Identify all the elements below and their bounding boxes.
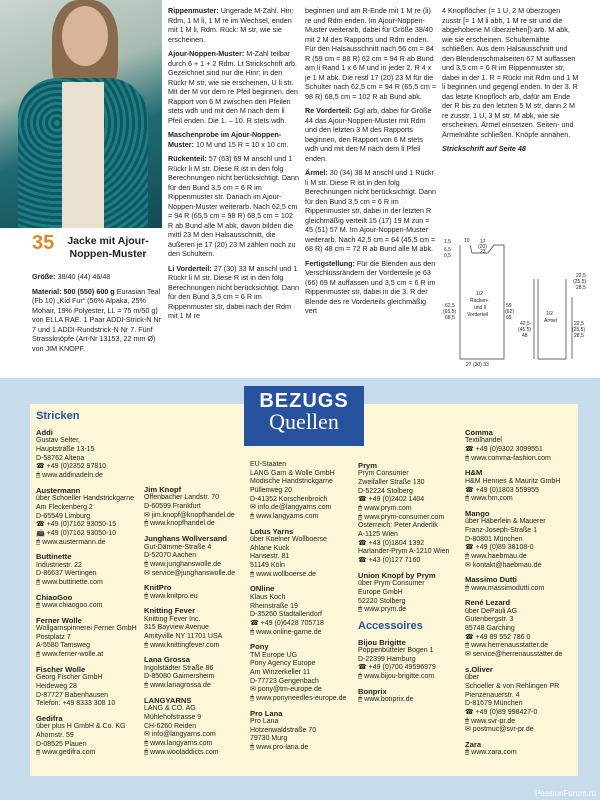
supplier-line: 85748 Garching bbox=[465, 625, 515, 633]
paragraph bbox=[305, 106, 437, 163]
supplier-name: Knitting Fever bbox=[144, 606, 196, 616]
supplier-entry bbox=[250, 642, 360, 703]
supplier-line: ☎ +49 (0)89 998427-0 bbox=[465, 708, 538, 716]
paragraph bbox=[442, 6, 580, 139]
supplier-link[interactable]: 🖱 www.ferner-wolle.at bbox=[36, 651, 104, 659]
supplier-line: ☎ +49 (0)1803 559955 bbox=[465, 486, 539, 494]
supplier-line: 📠 +49 (0)7162 93050-10 bbox=[36, 529, 117, 537]
supplier-link[interactable]: ✉ jim.knopf@knopfhandel.de bbox=[144, 511, 235, 519]
paragraph-label: Rückenteil: bbox=[168, 154, 207, 163]
supplier-link[interactable]: 🖱 www.austermann.de bbox=[36, 538, 106, 546]
supplier-line: D-52070 Aachen bbox=[144, 552, 197, 560]
supplier-link[interactable]: 🖱 www.langyarns.com bbox=[144, 739, 213, 747]
supplier-line: Mühlehofstrasse 9 bbox=[144, 713, 202, 721]
paragraph bbox=[32, 287, 164, 354]
supplier-entry bbox=[250, 584, 360, 637]
supplier-entry bbox=[144, 485, 256, 529]
body-mid-3: 65 bbox=[506, 315, 512, 321]
supplier-line: Amityville NY 11701 USA bbox=[144, 633, 223, 641]
supplier-name: H&M bbox=[465, 468, 483, 478]
supplier-link[interactable]: ✉ postmuc@svr-pr.de bbox=[465, 726, 534, 734]
paragraph bbox=[305, 259, 437, 316]
supplier-line: EU-Staaten bbox=[250, 461, 287, 468]
supplier-entry bbox=[465, 509, 577, 570]
body-left-1: 62,5 bbox=[445, 303, 455, 309]
paragraph bbox=[32, 272, 164, 282]
supplier-line: über Prym Consumer bbox=[358, 580, 425, 588]
supplier-line: ☎ +49 (0)7162 93050-15 bbox=[36, 521, 117, 529]
supplier-name: Jim Knopf bbox=[144, 485, 182, 494]
supplier-column-1 bbox=[36, 428, 146, 763]
supplier-line: über Häberlein & Mauerer bbox=[465, 518, 546, 526]
supplier-link[interactable]: 🖱 www.buttinette.com bbox=[36, 578, 103, 586]
supplier-line: CH-6260 Reiden bbox=[144, 722, 197, 730]
supplier-name: Lana Grossa bbox=[144, 655, 191, 665]
supplier-column-3 bbox=[250, 461, 360, 758]
supplier-line: ☎ +43 (0)127 7160 bbox=[358, 557, 421, 565]
logo-line-1: BEZUGS bbox=[259, 390, 349, 412]
paragraph-text: 38/40 (44) 46/48 bbox=[55, 272, 111, 281]
supplier-line: LANG Garn & Wolle GmbH bbox=[250, 469, 335, 477]
supplier-line: 79730 Murg bbox=[250, 735, 288, 743]
supplier-line: Ingolstädter Straße 86 bbox=[144, 664, 214, 672]
supplier-link[interactable]: ✉ pony@tm-europe.de bbox=[250, 686, 322, 694]
supplier-link[interactable]: 🖱 www.knittingfever.com bbox=[144, 641, 220, 649]
paragraph bbox=[168, 154, 300, 259]
supplier-link[interactable]: 🖱 www.bonprix.de bbox=[358, 696, 414, 704]
pattern-title: Jacke mit Ajour-Noppen-Muster bbox=[67, 235, 149, 261]
supplier-entry bbox=[250, 709, 360, 753]
supplier-link[interactable]: 🖱 www.knopfhandel.de bbox=[144, 520, 215, 528]
supplier-line: ☎ +49 (0)6428 705718 bbox=[250, 619, 324, 627]
supplier-line: Wollgarnspinnerei Ferner GmbH bbox=[36, 625, 137, 633]
supplier-link[interactable]: 🖱 www.gedifra.com bbox=[36, 749, 96, 757]
supplier-line: Modische Handstrickgarne bbox=[250, 478, 333, 486]
supplier-link[interactable]: 🖱 www.prym.de bbox=[358, 606, 407, 614]
supplier-entry bbox=[36, 714, 146, 758]
supplier-entry bbox=[250, 527, 360, 580]
paragraph-text: M-Zahl teilbar durch 6 + 1 + 2 Rdm. Lt Strickschrift arb. Gezeichnet sind nur die Hinr; in den Rückr M str, wie sie erscheinen, U li str. Mit der M vor dem re Pfeil beginnen, den Rapport von 6 M zwischen den Pfeilen stets wdh und mit den M nach dem li Pfeil enden. Die 1. – 10. R stets wdh. bbox=[168, 49, 298, 125]
supplier-column-2 bbox=[144, 485, 256, 762]
supplier-link[interactable]: 🖱 www.online-garne.de bbox=[250, 628, 322, 636]
supplier-entry bbox=[144, 606, 256, 650]
supplier-line: D-87727 Babenhausen bbox=[36, 691, 109, 699]
top-10: 10 bbox=[464, 238, 470, 244]
paragraph-label: Ajour-Noppen-Muster: bbox=[168, 49, 245, 58]
supplier-link[interactable]: ✉ service@junghanswolle.de bbox=[144, 569, 236, 577]
supplier-line: Schoeller & von Rehlingen PR bbox=[465, 682, 560, 690]
paragraph bbox=[168, 264, 300, 321]
paragraph-label: Maschenprobe im Ajour-Noppen-Muster: bbox=[168, 130, 282, 149]
pattern-section bbox=[0, 0, 600, 372]
supplier-line: D-58762 Altena bbox=[36, 454, 85, 462]
supplier-line: über Schoeller Handstrickgarne bbox=[36, 495, 135, 503]
supplier-line: Österreich: Peter Anderlik bbox=[358, 522, 438, 530]
logo-line-2: Quellen bbox=[269, 409, 339, 434]
supplier-line: Industriestr. 22 bbox=[36, 561, 82, 569]
supplier-line: Harlander-Prym A-1210 Wien bbox=[358, 548, 450, 556]
supplier-entry bbox=[465, 468, 577, 503]
supplier-link[interactable]: 🖱 www.wollboerse.de bbox=[250, 570, 317, 578]
supplier-line: Am Fleckenberg 2 bbox=[36, 503, 93, 511]
supplier-entry bbox=[358, 638, 470, 682]
supplier-line: Hotzenwaldstraße 70 bbox=[250, 726, 317, 734]
supplier-line: D-41352 Korschenbroich bbox=[250, 495, 328, 503]
supplier-line: Pony Agency Europe bbox=[250, 660, 316, 668]
paragraph-text: 4 Knopflöcher (= 1 U, 2 M überzogen zusstr [= 1 M li abh, 1 M re str und die abgehobene M überziehen]) arb. M abk, wie sie erscheinen. Schulternähte schließen. Aus dem Halsausschnitt und den Blendenschmalseiten 67 M auffassen und 3,5 cm = 6 R im Rippenmuster str, dabei in der 1. R = Rückr mit Rdm und 1 M li beginnen und gegengl enden. In der 3. R das letzte Knopfloch arb, dafür am Ende der R bis zu den letzten 5 M str, dann 2 M re zusstr, 1 U, 3 M str. M abk, wie sie erscheinen. Ärmel einsetzen. Seiten- und Ärmelnähte schließen. Knöpfe annähen. bbox=[442, 6, 579, 139]
supplier-entry bbox=[358, 687, 470, 705]
supplier-name: Lotus Yarns bbox=[250, 526, 294, 536]
supplier-line: ☎ +49 (0)9302 3099551 bbox=[465, 446, 543, 454]
supplier-name: KnitPro bbox=[144, 583, 172, 593]
paragraph-text: Eurasian Teal (Fb 10) „Kid Fur“ (56% Alpaka, 25% Mohair, 19% Polyester, LL = 75 m/50 g) von ELLA RAE. 1 Paar ADDI-Strick-N Nr 7 und 1 ADDI-Rundstrick-N Nr 7. Fünf Strassknöpfe (Art-Nr 13153, 22 mm Ø) von JIM KNOPF. bbox=[32, 286, 162, 353]
supplier-line: ☎ +43 (0)1804 1392 bbox=[358, 539, 425, 547]
supplier-name: Bijou Brigitte bbox=[358, 637, 406, 647]
paragraph-label: Größe: bbox=[32, 272, 56, 281]
supplier-link[interactable]: 🖱 www.addinadeln.de bbox=[36, 472, 103, 480]
supplier-entry bbox=[36, 552, 146, 587]
supplier-line: 52220 Stolberg bbox=[358, 597, 406, 605]
supplier-line: Ahornstr. 59 bbox=[36, 731, 74, 739]
sleeve-left-2: (45,5) bbox=[518, 327, 532, 333]
top-15: 1,5 bbox=[444, 239, 451, 245]
supplier-entry bbox=[465, 665, 577, 735]
body-left-3: 68,5 bbox=[445, 315, 455, 321]
supplier-link[interactable]: 🖱 www.comma-fashion.com bbox=[465, 454, 551, 462]
supplier-name: ONline bbox=[250, 584, 275, 594]
supplier-line: D-65549 Limburg bbox=[36, 512, 91, 520]
top-20: (20) bbox=[478, 244, 487, 250]
supplier-link[interactable]: 🖱 www.chiaogoo.com bbox=[36, 602, 103, 610]
supplier-entry bbox=[465, 575, 577, 593]
supplier-name: Ferner Wolle bbox=[36, 615, 82, 625]
supplier-entry bbox=[144, 696, 256, 757]
supplier-name: Zara bbox=[465, 739, 482, 749]
paragraph bbox=[305, 6, 437, 101]
supplier-line: über plus H GmbH & Co. KG bbox=[36, 723, 126, 731]
supplier-line: LANG & CO. AG bbox=[144, 705, 196, 713]
paragraph-text: Ggl arb, dabei für Größe 44 das Ajour-Noppen-Muster mit Rdm und den letzten 3 M des Rapports beginnen, den Rapport von 6 M stets wdh und mit den M nach dem li Pfeil enden. bbox=[305, 106, 432, 163]
supplier-name: Mango bbox=[465, 508, 490, 518]
paragraph-text: beginnen und am R-Ende mit 1 M re (li) re und Rdm enden. Im Ajour-Noppen-Muster weiterarb, dabei für Größe 38/40 mit 2 M des Rapports und Rdm enden. Für den Halsausschnitt nach 56 cm = 84 R (59 cm = 88 R) 62 cm = 94 R ab Bund am li Rand 1 x 6 M und in jeder 2. R 4 x je 1 M abk. Die restl 17 (20) 23 M für die Schulter nach 62,5 cm = 94 R (65,5 cm = 98 R) 68,5 cm = 102 R ab Bund abk. bbox=[305, 6, 437, 101]
supplier-line: Postplatz 7 bbox=[36, 633, 71, 641]
text-column-1 bbox=[32, 272, 164, 358]
paragraph-text: Ungerade M-Zahl. Hin: Rdm, 1 M li, 1 M re im Wechsel, enden mit 1 M li, Rdm. Rück: M str, wie sie erscheinen. bbox=[168, 6, 294, 44]
supplier-line: D-80801 München bbox=[465, 535, 523, 543]
supplier-line: ☎ +49 (0)89 38108-0 bbox=[465, 544, 534, 552]
supplier-link[interactable]: 🖱 www.pro-lana.de bbox=[250, 744, 309, 752]
supplier-name: Junghans Wollversand bbox=[144, 534, 227, 544]
supplier-line: D-52224 Stolberg bbox=[358, 487, 413, 495]
supplier-name: ChiaoGoo bbox=[36, 592, 73, 602]
supplier-link[interactable]: ✉ kontakt@haebmau.de bbox=[465, 561, 542, 569]
supplier-link[interactable]: 🖱 www.lanagrossa.de bbox=[144, 682, 211, 690]
supplier-line: Offenbacher Landstr. 70 bbox=[144, 494, 219, 502]
section-title-accessoires: Accessoires bbox=[358, 619, 423, 632]
text-column-4 bbox=[442, 6, 580, 159]
supplier-entry bbox=[250, 461, 360, 522]
supplier-entry bbox=[465, 598, 577, 659]
supplier-line: A-5580 Tamsweg bbox=[36, 642, 90, 650]
text-column-3 bbox=[305, 6, 437, 321]
supplier-line: ☎ +49 89 552 786 0 bbox=[465, 633, 531, 641]
supplier-entry bbox=[144, 655, 256, 690]
supplier-line: D-60599 Frankfurt bbox=[144, 503, 201, 511]
paragraph bbox=[305, 168, 437, 254]
body-label-1: 1/2 bbox=[476, 291, 483, 297]
supplier-line: über Koelner Wollboerse bbox=[250, 536, 327, 544]
supplier-line: Poppenbütteler Bogen 1 bbox=[358, 646, 434, 654]
supplier-line: ☎ +49 (0)2402 1404 bbox=[358, 496, 425, 504]
supplier-line: H&M Hennes & Mauritz GmbH bbox=[465, 477, 561, 485]
supplier-entry bbox=[36, 616, 146, 660]
supplier-name: LANGYARNS bbox=[144, 695, 192, 705]
supplier-line: Püllenweg 20 bbox=[250, 487, 293, 495]
photo-face bbox=[62, 6, 108, 66]
supplier-line: Telefon: +49 8333 308 10 bbox=[36, 700, 116, 708]
supplier-link[interactable]: 🖱 www.prym.com bbox=[358, 505, 412, 513]
supplier-entry bbox=[36, 486, 146, 547]
supplier-link[interactable]: 🖱 www.svr-pr.de bbox=[465, 717, 516, 725]
supplier-line: 51149 Köln bbox=[250, 562, 285, 570]
sleeve-bot-2: (25,5) bbox=[572, 327, 586, 333]
supplier-entry bbox=[36, 428, 146, 481]
supplier-line: Prym Consumer bbox=[358, 470, 409, 478]
supplier-line: TM Europe UG bbox=[250, 651, 298, 659]
supplier-entry bbox=[36, 593, 146, 611]
supplier-link[interactable]: 🖱 www.herrenausstatter.de bbox=[465, 642, 549, 650]
supplier-name: Pony bbox=[250, 642, 269, 652]
supplier-name: Austermann bbox=[36, 485, 81, 495]
model-photo bbox=[0, 0, 162, 228]
supplier-name: Addi bbox=[36, 428, 53, 437]
body-mid-2: (62) bbox=[505, 309, 514, 315]
supplier-name: Pro Lana bbox=[250, 708, 283, 718]
paragraph-text: 10 M und 15 R = 10 x 10 cm. bbox=[193, 139, 289, 149]
schematic-diagram bbox=[442, 237, 592, 367]
supplier-line: Knitting Fever Inc. bbox=[144, 615, 201, 623]
sleeve-label-2: Ärmel bbox=[544, 318, 558, 324]
pattern-number: 35 bbox=[32, 232, 55, 254]
supplier-entry bbox=[358, 571, 470, 615]
sleeve-bot-1: 22,5 bbox=[574, 321, 584, 327]
supplier-line: A-1125 Wien bbox=[358, 531, 398, 539]
supplier-line: D-85080 Gaimersheim bbox=[144, 673, 215, 681]
supplier-link[interactable]: 🖱 www.ponyneedles-europe.de bbox=[250, 695, 347, 702]
sleeve-left-3: 48 bbox=[522, 333, 528, 339]
supplier-link[interactable]: ✉ info@langyarns.com bbox=[144, 731, 216, 739]
paragraph-text: Für die Blenden aus den Verschlussrändern der Vorderteile je 63 (66) 69 M auffassen und 3,5 cm = 6 R im Rippenmuster str, dabei in die 3. R der Blende des re Vorderteils gleichmäßig vert bbox=[305, 258, 436, 315]
supplier-line: Gustav Selter, bbox=[36, 437, 80, 445]
supplier-line: Ahlane Kuck bbox=[250, 544, 290, 552]
supplier-link[interactable]: 🖱 www.hm.com bbox=[465, 495, 513, 503]
body-mid-1: 59 bbox=[506, 303, 512, 309]
supplier-line: D-22399 Hamburg bbox=[358, 655, 416, 663]
supplier-line: Heideweg 28 bbox=[36, 682, 77, 690]
sleeve-left-1: 42,5 bbox=[520, 321, 530, 327]
supplier-link[interactable]: 🖱 www.wooladdicts.com bbox=[144, 748, 219, 756]
supplier-line: über DePauli AG bbox=[465, 607, 518, 615]
supplier-line: Rheinstraße 19 bbox=[250, 602, 298, 610]
supplier-link[interactable]: 🖱 www.zara.com bbox=[465, 749, 517, 757]
supplier-name: Buttinette bbox=[36, 552, 72, 562]
supplier-column-4 bbox=[358, 461, 470, 710]
top-05: 0,5 bbox=[444, 253, 451, 259]
body-label-2: Rücken- bbox=[470, 298, 489, 304]
body-left-2: (65,5) bbox=[443, 309, 457, 315]
supplier-link[interactable]: ✉ service@herrenausstatter.de bbox=[465, 651, 563, 659]
body-label-3: und li bbox=[474, 305, 486, 311]
sleeve-top-3: 28,5 bbox=[576, 285, 586, 291]
supplier-column-5 bbox=[465, 428, 577, 763]
supplier-link[interactable]: 🖱 www.prym-consumer.com bbox=[358, 513, 445, 521]
paragraph bbox=[168, 49, 300, 125]
paragraph bbox=[168, 130, 300, 149]
supplier-link[interactable]: 🖱 www.knitpro.eu bbox=[144, 592, 198, 600]
paragraph-label: Re Vorderteil: bbox=[305, 106, 352, 115]
paragraph-text: 27 (30) 33 M anschl und 1 Rückr li M str. Diese R ist in den folg Berechnungen nicht berücksichtigt. Dann für den Bund 3,5 cm = 6 R im Rippenmuster str, dabei nach der Rdm mit 1 M re bbox=[168, 263, 300, 320]
supplier-line: ☎ +49 (0)2352 97810 bbox=[36, 463, 107, 471]
supplier-name: René Lezard bbox=[465, 598, 511, 608]
supplier-name: Prym bbox=[358, 461, 377, 470]
body-label-4: Vorderteil bbox=[467, 312, 489, 318]
sleeve-bot-3: 28,5 bbox=[574, 333, 584, 339]
paragraph-label: Rippenmuster: bbox=[168, 6, 219, 15]
supplier-line: Europe GmbH bbox=[358, 588, 403, 596]
supplier-link[interactable]: 🖱 www.haebmau.de bbox=[465, 552, 527, 560]
supplier-line: Hauptstraße 13-15 bbox=[36, 446, 95, 454]
supplier-line: Pienzenauerstr. 4 bbox=[465, 691, 520, 699]
supplier-link[interactable]: ✉ info.de@langyarns.com bbox=[250, 504, 332, 512]
supplier-entry bbox=[465, 740, 577, 758]
top-17: 17 bbox=[480, 239, 486, 245]
supplier-link[interactable]: 🖱 www.bijou-brigitte.com bbox=[358, 672, 435, 680]
watermark: PassionForum.ru bbox=[535, 789, 596, 798]
supplier-line: D-81679 München bbox=[465, 700, 523, 708]
text-column-2 bbox=[168, 6, 300, 326]
top-65: 6,5 bbox=[444, 247, 451, 253]
supplier-line: Gutenbergstr. 3 bbox=[465, 616, 514, 624]
supplier-line: Textilhandel bbox=[465, 437, 502, 445]
bezugsquellen-logo bbox=[244, 386, 364, 446]
supplier-name: Massimo Dutti bbox=[465, 575, 517, 585]
supplier-link[interactable]: 🖱 www.langyarns.com bbox=[250, 513, 319, 521]
supplier-name: Comma bbox=[465, 428, 493, 437]
supplier-line: D-77723 Gengenbach bbox=[250, 677, 319, 685]
paragraph bbox=[168, 6, 300, 44]
sleeve-top-2: (25,5) bbox=[573, 279, 587, 285]
supplier-line: Am Winzerkeller 11 bbox=[250, 668, 311, 676]
supplier-name: Bonprix bbox=[358, 686, 387, 696]
supplier-entry bbox=[36, 665, 146, 709]
supplier-entry bbox=[358, 461, 470, 566]
chart-reference: Strickschrift auf Seite 48 bbox=[442, 144, 526, 153]
supplier-line: Pro Lana bbox=[250, 718, 279, 726]
body-bottom: 27 (30) 33 bbox=[466, 362, 489, 367]
supplier-line: Hansestr. 81 bbox=[250, 553, 290, 561]
supplier-name: Union Knopf by Prym bbox=[358, 570, 436, 580]
paragraph-text: 57 (63) 69 M anschl und 1 Rückr li M str. Diese R ist in den folg Berechnungen nicht berücksichtigt. Dann für den Bund 3,5 cm = 6 R im Rippenmuster str. Danach im Ajour-Noppen-Muster weiterarb. Nach 62,5 cm = 94 R (65,5 cm = 98 R) 68,5 cm = 102 R ab Bund alle M abk, davon bilden die mittl 23 M den Halsausschnitt, die äußeren je 17 (20) 23 M zählen noch zu den Schultern. bbox=[168, 154, 300, 258]
section-title-stricken: Stricken bbox=[36, 410, 80, 422]
sleeve-top-1: 22,5 bbox=[576, 273, 586, 279]
supplier-line: Franz-Joseph-Straße 1 bbox=[465, 526, 537, 534]
supplier-line: Georg Fischer GmbH bbox=[36, 674, 103, 682]
paragraph-label: Fertigstellung: bbox=[305, 258, 355, 268]
supplier-link[interactable]: 🖱 www.massimodutti.com bbox=[465, 584, 545, 592]
supplier-line: Klaus Koch bbox=[250, 593, 286, 601]
supplier-line: Gut-Dämme-Straße 4 bbox=[144, 543, 212, 551]
supplier-line: 315 Bayview Avenue bbox=[144, 624, 209, 632]
sleeve-label-1: 1/2 bbox=[546, 311, 553, 317]
supplier-link[interactable]: 🖱 www.junghanswolle.de bbox=[144, 560, 221, 568]
top-23: 23 bbox=[480, 249, 486, 255]
supplier-entry bbox=[144, 583, 256, 601]
paragraph-label: Material: 500 (550) 600 g bbox=[32, 286, 115, 296]
paragraph-text: 30 (34) 38 M anschl und 1 Rückr li M str. Diese R ist in den folg Berechnungen nicht berücksichtigt. Dann für den Bund 3,5 cm = 6 R im Rippenmuster str, dabei in der letzten R gleichmäßig verteilt 15 (17) 19 M zun = 45 (51) 57 M. Im Ajour-Noppen-Muster weiterarb. Nach 42,5 cm = 64 (45,5 cm = 68 R) 48 cm = 72 R ab Bund alle M abk. bbox=[305, 168, 437, 253]
supplier-line: Zweifaller Straße 130 bbox=[358, 479, 425, 487]
supplier-name: Gedifra bbox=[36, 713, 63, 723]
supplier-line: D-86637 Wertingen bbox=[36, 570, 97, 578]
supplier-line: D-08525 Plauen bbox=[36, 740, 87, 748]
photo-shirt bbox=[62, 82, 104, 228]
paragraph-label: Ärmel: bbox=[305, 168, 328, 177]
supplier-entry bbox=[465, 428, 577, 463]
supplier-line: ☎ +49 (0)700 49596979 bbox=[358, 664, 436, 672]
supplier-entry bbox=[144, 534, 256, 578]
supplier-line: über bbox=[465, 674, 480, 682]
paragraph-label: Li Vorderteil: bbox=[168, 263, 212, 273]
supplier-name: Fischer Wolle bbox=[36, 664, 86, 674]
supplier-name: s.Oliver bbox=[465, 664, 493, 674]
supplier-line: D-35260 Stadtallendorf bbox=[250, 611, 322, 619]
